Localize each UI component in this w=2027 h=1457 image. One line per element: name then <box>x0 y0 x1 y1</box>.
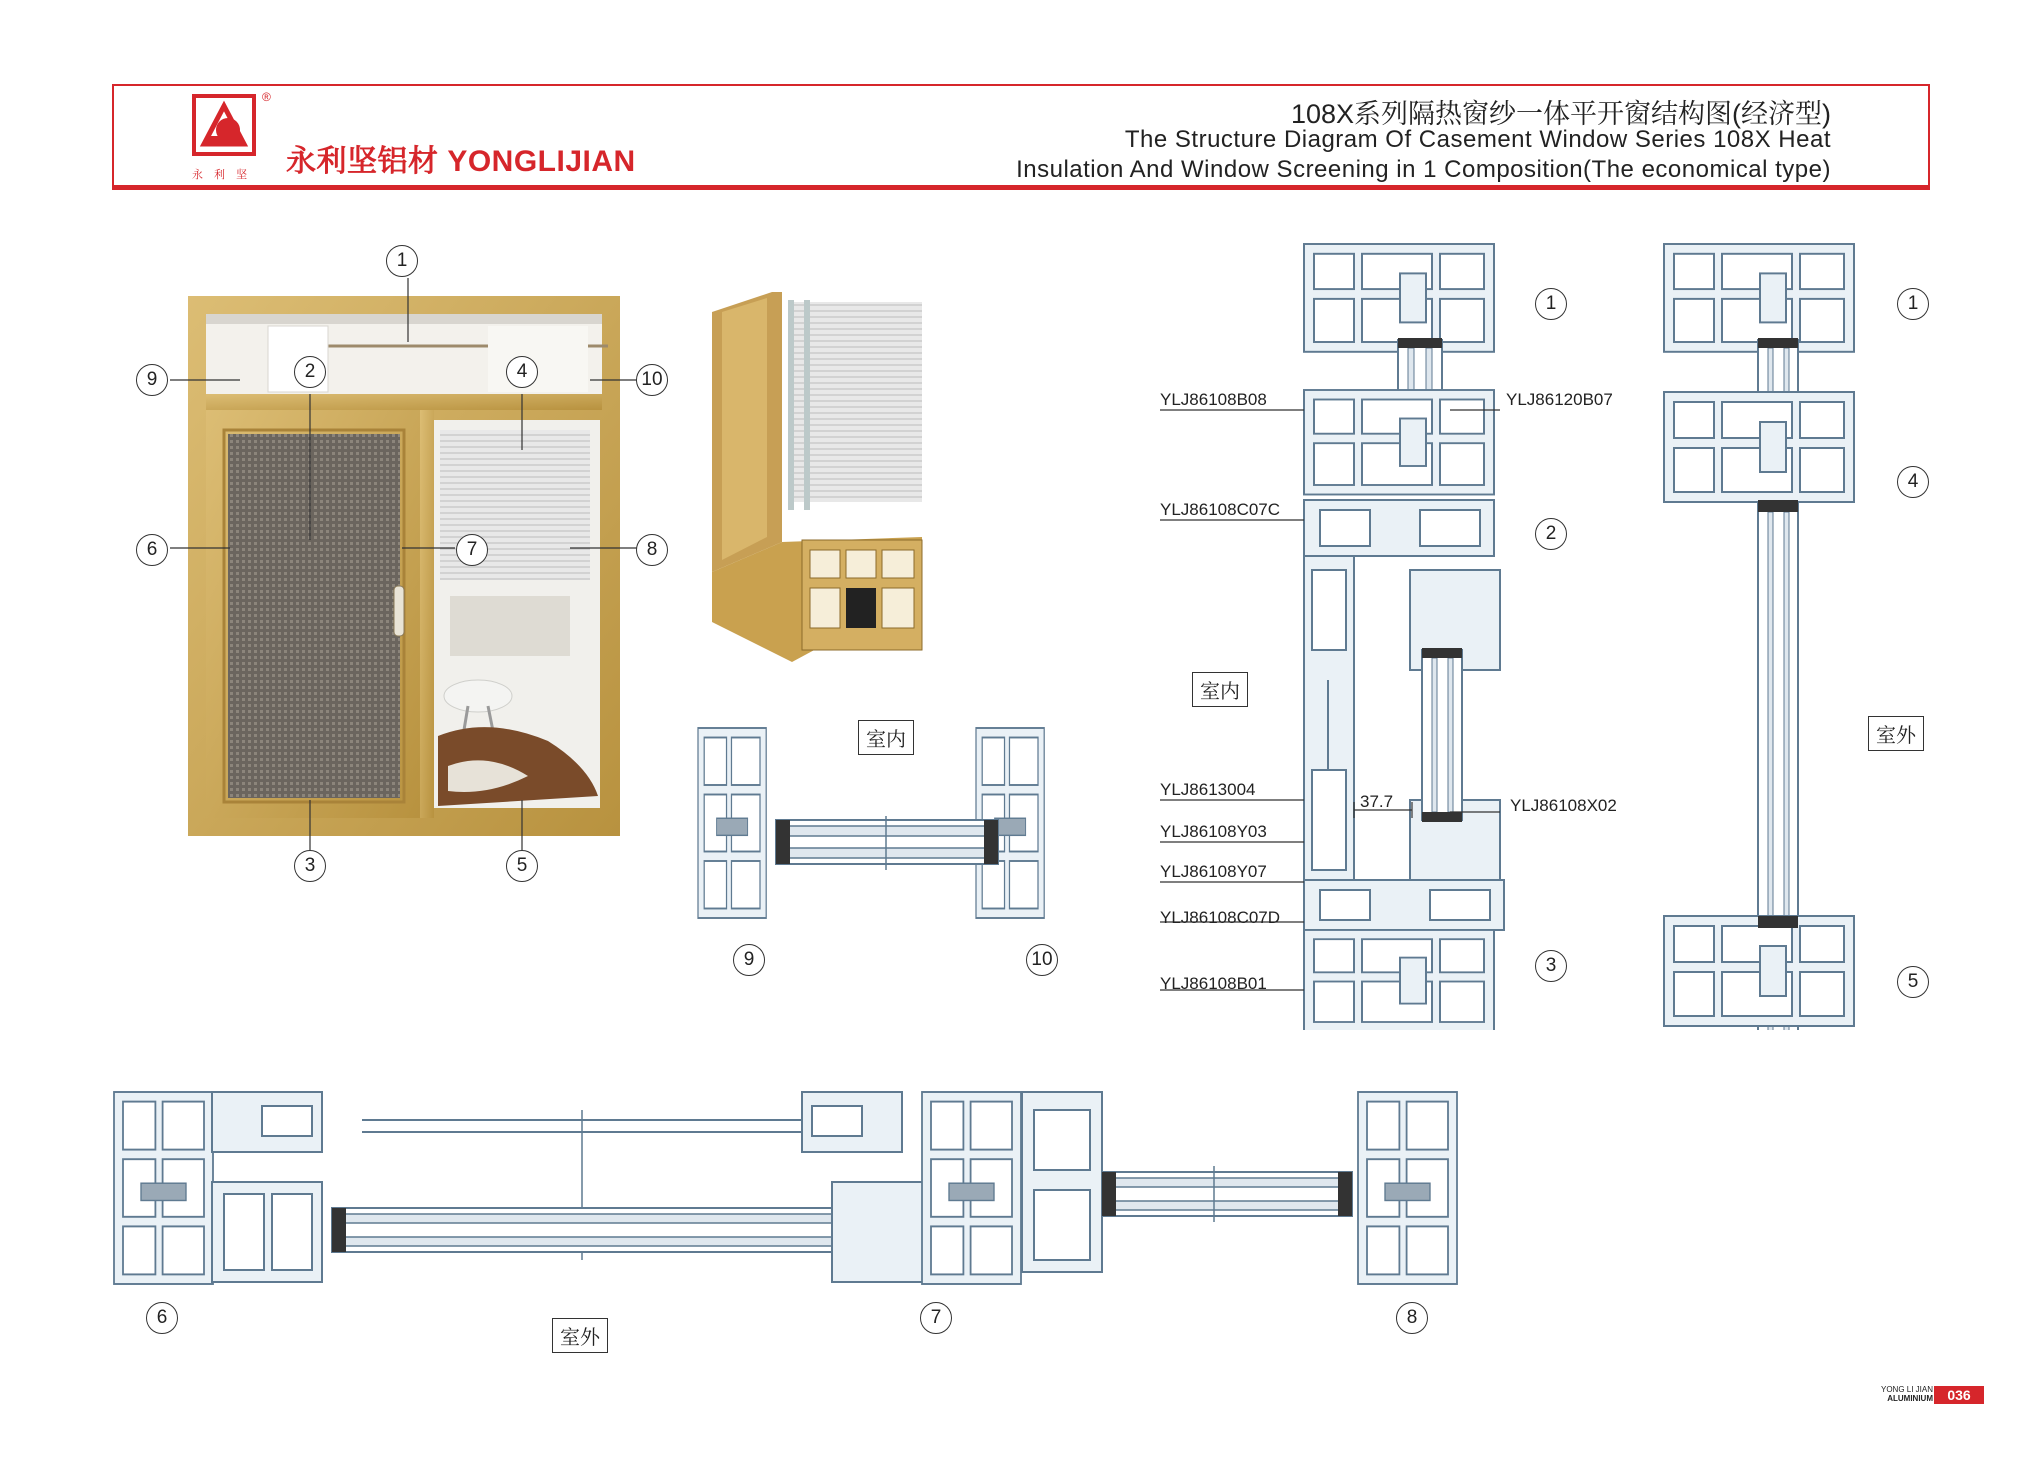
registered-mark: ® <box>262 90 271 104</box>
callout-section-a-3: 3 <box>1535 950 1567 982</box>
callout-section-10: 10 <box>1026 944 1058 976</box>
code-ylj86108x02: YLJ86108X02 <box>1510 796 1617 815</box>
code-ylj86108b08: YLJ86108B08 <box>1160 390 1267 409</box>
code-ylj86108c07c: YLJ86108C07C <box>1160 500 1281 519</box>
callout-section-9: 9 <box>733 944 765 976</box>
callout-3: 3 <box>294 850 326 882</box>
outdoor-label-horizontal: 室外 <box>552 1318 608 1353</box>
code-ylj8613004: YLJ8613004 <box>1160 780 1256 799</box>
callout-section-a-1: 1 <box>1535 288 1567 320</box>
callout-10: 10 <box>636 364 668 396</box>
page-title-zh: 108X系列隔热窗纱一体平开窗结构图(经济型) <box>1290 99 1831 129</box>
callout-6: 6 <box>136 534 168 566</box>
page-number: 036 <box>1934 1386 1984 1404</box>
footer-brand <box>1877 1385 1933 1403</box>
callout-1: 1 <box>386 245 418 277</box>
logo-caption: 永 利 坚 <box>192 169 252 181</box>
code-ylj86108y07: YLJ86108Y07 <box>1160 862 1267 881</box>
callout-2: 2 <box>294 356 326 388</box>
vertical-section-b <box>1662 240 1862 1030</box>
code-ylj86108b01: YLJ86108B01 <box>1160 974 1267 993</box>
callout-section-7: 7 <box>920 1302 952 1334</box>
dimension-37-7: 37.7 <box>1360 792 1394 811</box>
code-ylj86108c07d: YLJ86108C07D <box>1160 908 1281 927</box>
callout-section-6: 6 <box>146 1302 178 1334</box>
page-title-en-line1: The Structure Diagram Of Casement Window Series 108X Heat <box>1124 126 1831 153</box>
callout-section-b-5: 5 <box>1897 966 1929 998</box>
callout-section-b-1: 1 <box>1897 288 1929 320</box>
elevation-leaders <box>130 240 690 900</box>
outdoor-label-section-b: 室外 <box>1868 716 1924 751</box>
callout-7: 7 <box>456 534 488 566</box>
horizontal-section-6-7-8 <box>112 1080 1482 1300</box>
callout-section-8: 8 <box>1396 1302 1428 1334</box>
indoor-label-section-a: 室内 <box>1192 672 1248 707</box>
code-ylj86108y03: YLJ86108Y03 <box>1160 822 1267 841</box>
callout-5: 5 <box>506 850 538 882</box>
callout-9: 9 <box>136 364 168 396</box>
callout-4: 4 <box>506 356 538 388</box>
page-title-en-line2: Insulation And Window Screening in 1 Composition(The economical type) <box>1016 156 1831 183</box>
callout-section-b-4: 4 <box>1897 466 1929 498</box>
footer-brand-line1: YONG LI JIAN <box>1880 1385 1933 1394</box>
callout-8: 8 <box>636 534 668 566</box>
indoor-label-910: 室内 <box>858 720 914 755</box>
footer-brand-line2: ALUMINIUM <box>1887 1394 1933 1403</box>
callout-section-a-2: 2 <box>1535 518 1567 550</box>
corner-cutaway-render <box>712 292 932 662</box>
brand-name: 永利坚铝材 YONGLIJIAN <box>286 145 636 178</box>
code-ylj86120b07: YLJ86120B07 <box>1506 390 1613 409</box>
